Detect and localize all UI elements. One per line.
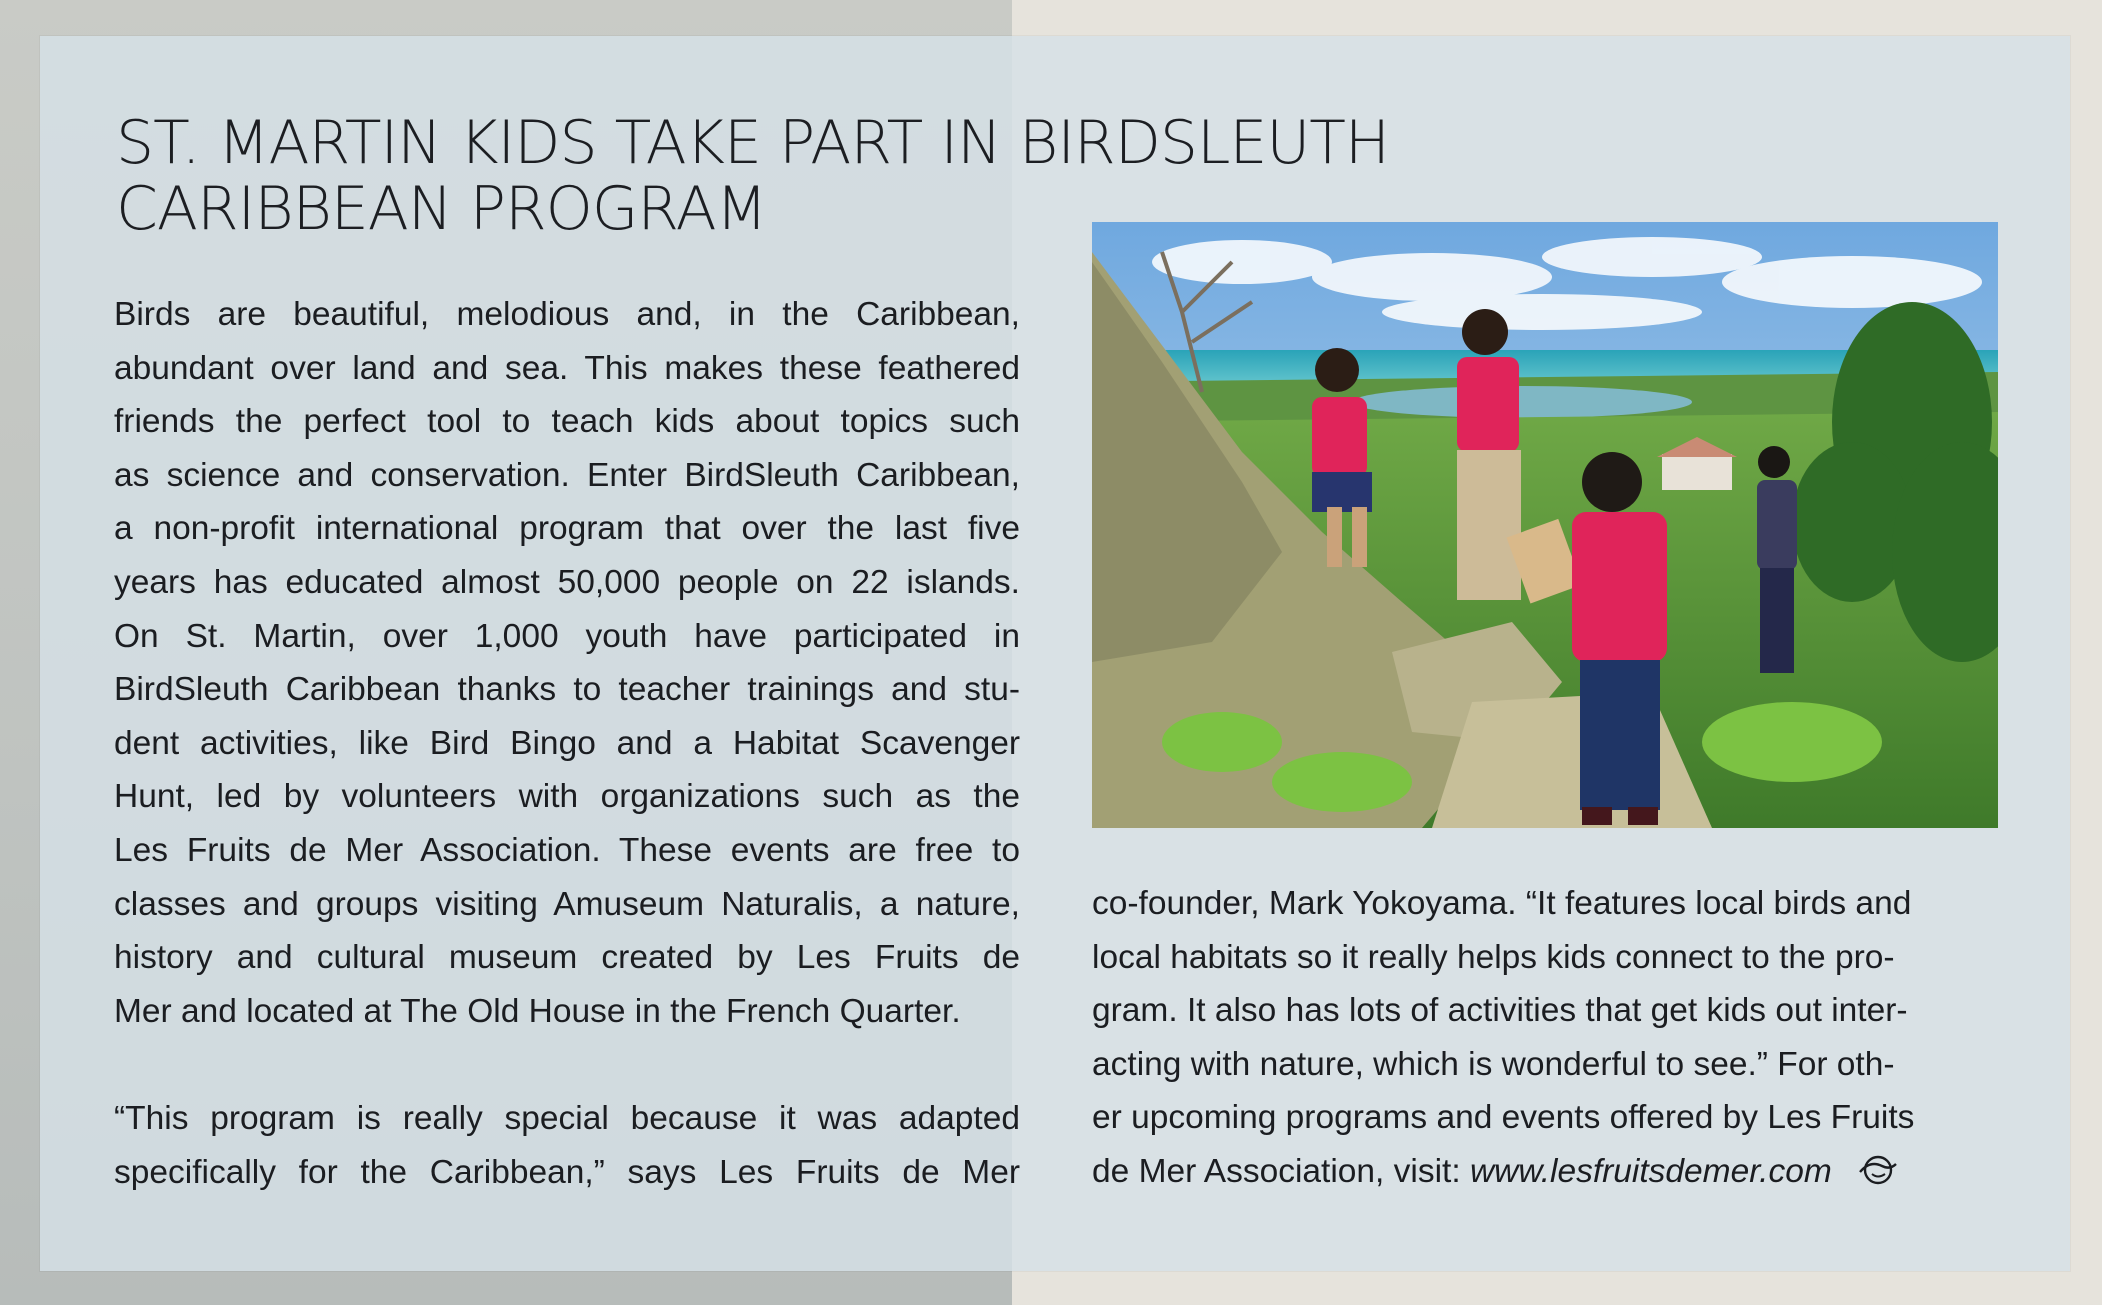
photo-illustration [1092,222,1998,828]
body-line: abundant over land and sea. This makes these feathered [114,349,1020,387]
body-line: history and cultural museum created by Les Fruits de [114,939,1020,977]
right-column [1092,877,1998,1199]
body-line: friends the perfect tool to teach kids about topics such [114,403,1020,441]
quote-line: “This program is really special because it was adapted [114,1099,1020,1137]
body-line: local habitats so it really helps kids connect to the pro- [1092,938,1895,976]
body-line: On St. Martin, over 1,000 youth have participated in [114,617,1020,655]
body-line: years has educated almost 50,000 people on 22 islands. [114,563,1020,601]
body-line: as science and conservation. Enter BirdSleuth Caribbean, [114,456,1020,494]
quote-line: specifically for the Caribbean,” says Les Fruits de Mer [114,1153,1020,1191]
body-line: Les Fruits de Mer Association. These events are free to [114,831,1020,869]
end-of-article-logo-icon [1858,1151,1898,1187]
headline-line-2: CARIBBEAN PROGRAM [116,174,767,244]
body-line: Mer and located at The Old House in the French Quarter. [114,992,961,1030]
headline-line-1: ST. MARTIN KIDS TAKE PART IN BIRDSLEUTH [116,108,1390,178]
body-line: dent activities, like Bird Bingo and a Habitat Scavenger [114,724,1020,762]
photo-kids-birdwatching [1092,222,1998,828]
body-line: Birds are beautiful, melodious and, in the Caribbean, [114,296,1020,333]
left-column [114,288,1020,1199]
website-link[interactable]: www.lesfruitsdemer.com [1469,1152,1832,1190]
final-line-prefix: de Mer Association, visit: [1092,1152,1470,1190]
body-line: BirdSleuth Caribbean thanks to teacher trainings and stu- [114,671,1020,709]
body-line: a non-profit international program that over the last five [114,510,1020,548]
body-line: acting with nature, which is wonderful to see.” For oth- [1092,1045,1895,1083]
body-line: Hunt, led by volunteers with organizations such as the [114,778,1020,816]
paragraph-gap [114,1038,1020,1092]
body-line: er upcoming programs and events offered by Les Fruits [1092,1099,1915,1137]
body-line: gram. It also has lots of activities that get kids out inter- [1092,992,1908,1030]
final-line [1092,1145,1998,1199]
body-line: co-founder, Mark Yokoyama. “It features local birds and [1092,885,1912,922]
body-line: classes and groups visiting Amuseum Naturalis, a nature, [114,885,1020,923]
